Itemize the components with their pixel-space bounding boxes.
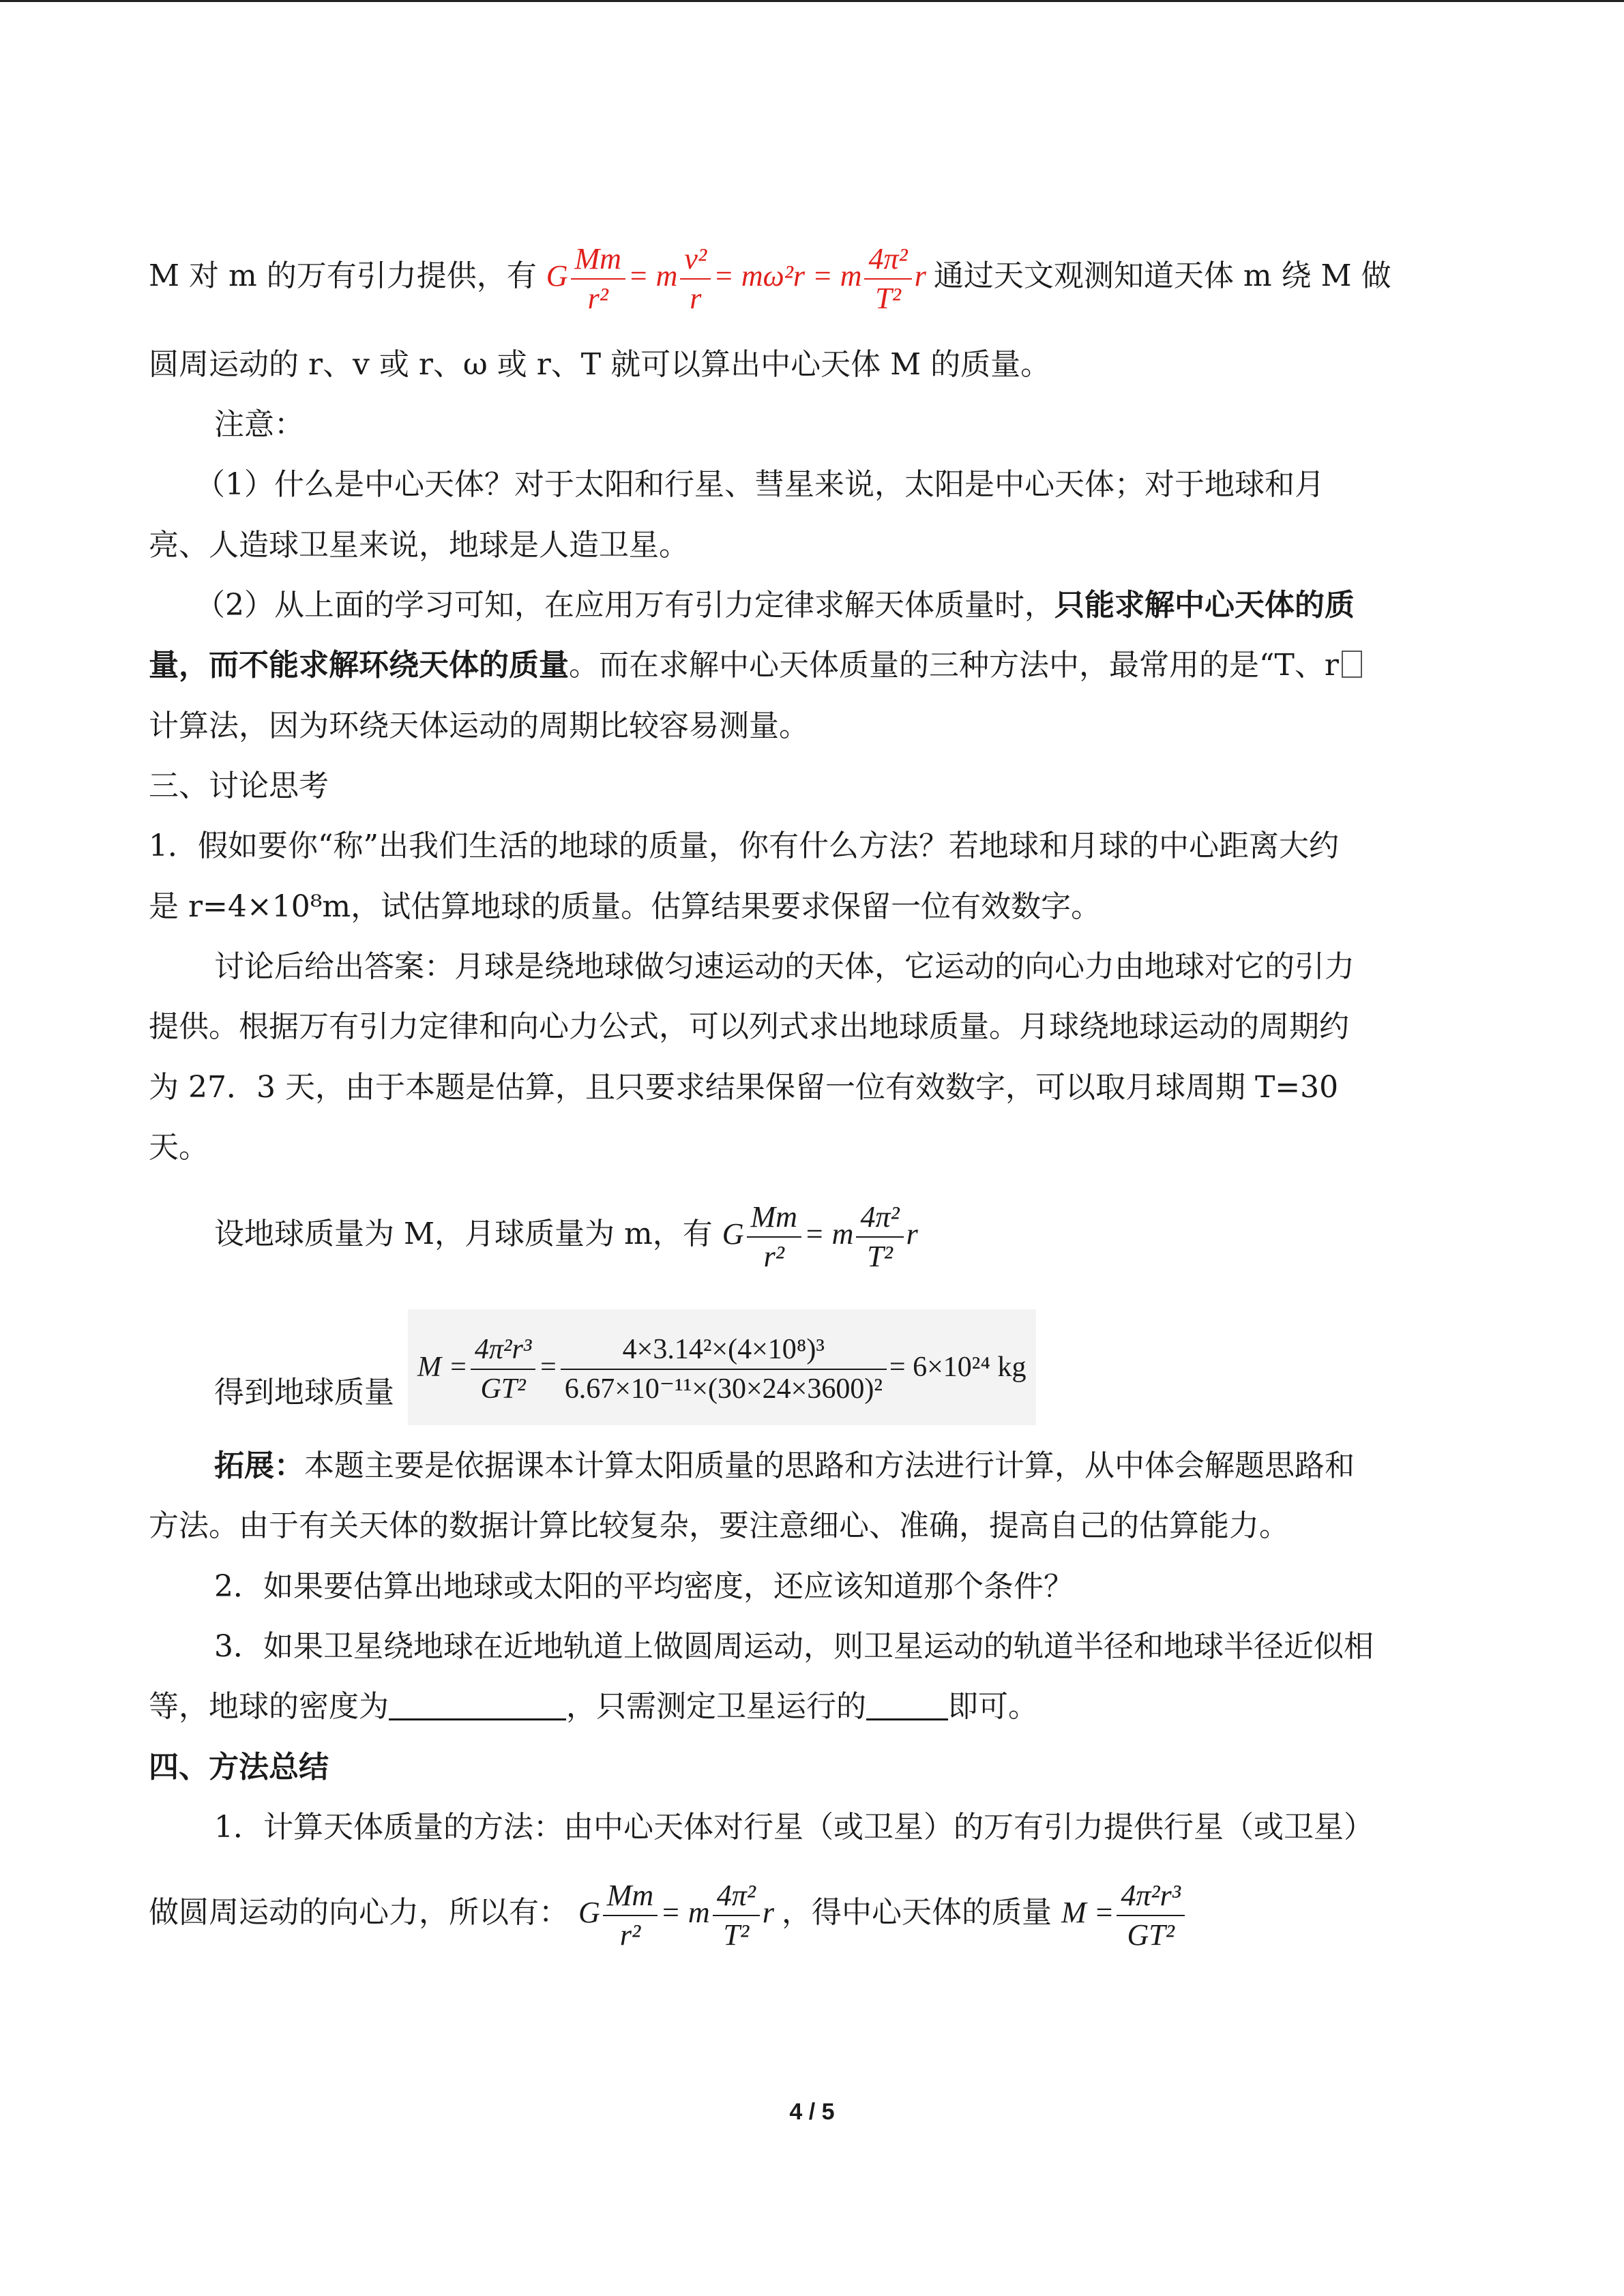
frac-num: 4π²r³ — [471, 1332, 536, 1370]
frac-den: r² — [587, 281, 608, 315]
result-text: 得到地球质量 — [214, 1375, 394, 1410]
frac-4pi2r3-gt2 — [471, 1332, 536, 1407]
frac-den: T² — [875, 281, 901, 315]
section4-title: 四、方法总结 — [149, 1750, 329, 1785]
note-p2-bold: 只能求解中心天体的质 — [1054, 588, 1355, 623]
intro-text-a: M 对 m 的万有引力提供，有 — [149, 258, 537, 293]
q1-line2: 是 r=4×10⁸m，试估算地球的质量。估算结果要求保留一位有效数字。 — [149, 889, 1102, 924]
top-border — [0, 0, 1624, 2]
note-p2-text-2: 。而在求解中心天体质量的三种方法中，最常用的是“T、r — [569, 648, 1339, 683]
note-title: 注意： — [214, 407, 304, 442]
frac-4pi2r3-gt2 — [1117, 1878, 1185, 1953]
answer-line2: 提供。根据万有引力定律和向心力公式，可以列式求出地球质量。月球绕地球运动的周期约 — [149, 1009, 1349, 1044]
extension-line1 — [214, 1446, 1355, 1487]
frac-num: 4π² — [856, 1199, 903, 1238]
q3-text-c: 即可。 — [948, 1689, 1038, 1724]
extension-line2: 方法。由于有关天体的数据计算比较复杂，要注意细心、准确，提高自己的估算能力。 — [149, 1508, 1289, 1543]
frac-mm-r2 — [571, 241, 625, 316]
frac-num: v² — [680, 241, 711, 280]
frac-num: 4π²r³ — [1117, 1878, 1185, 1916]
frac-den: r² — [763, 1239, 784, 1273]
method1-text-b: ，得中心天体的质量 — [782, 1895, 1052, 1930]
frac-den: 6.67×10⁻¹¹×(30×24×3600)² — [564, 1373, 883, 1405]
note-p2-line3: 计算法，因为环绕天体运动的周期比较容易测量。 — [149, 709, 809, 743]
formula-g: G — [722, 1217, 744, 1251]
intro-line-1 — [149, 232, 1391, 320]
q3-text-a: 等，地球的密度为 — [149, 1689, 389, 1724]
frac-den: r² — [619, 1918, 641, 1952]
missing-glyph-box — [1342, 651, 1362, 678]
intro-line-2: 圆周运动的 r、v 或 r、ω 或 r、T 就可以算出中心天体 M 的质量。 — [149, 347, 1051, 382]
note-p1-line1: （1）什么是中心天体？对于太阳和行星、彗星来说，太阳是中心天体；对于地球和月 — [195, 467, 1325, 502]
extension-label: 拓展： — [214, 1448, 304, 1483]
method1-line2 — [149, 1862, 1187, 1964]
note-p1-line2: 亮、人造球卫星来说，地球是人造卫星。 — [149, 528, 689, 563]
frac-v2-r — [680, 241, 711, 316]
formula-eq: = m — [803, 1217, 854, 1251]
eq-eq: = — [538, 1352, 558, 1383]
density-blank[interactable] — [389, 1688, 566, 1720]
formula-mid: = mω²r = m — [713, 259, 862, 293]
frac-numeric — [561, 1332, 887, 1407]
setup-line — [214, 1187, 918, 1282]
q1-line1: 1．假如要你“称”出我们生活的地球的质量，你有什么方法？若地球和月球的中心距离大约 — [149, 829, 1339, 863]
frac-den: r — [690, 281, 702, 315]
frac-den: T² — [867, 1239, 893, 1273]
formula-eq1: = m — [628, 259, 678, 293]
formula-setup — [722, 1199, 918, 1273]
formula-method-a — [578, 1878, 782, 1952]
formula-g: G — [578, 1896, 600, 1929]
frac-num: 4π² — [713, 1878, 760, 1916]
formula-tail: r — [914, 259, 926, 293]
frac-num: Mm — [747, 1199, 801, 1238]
frac-4pi2-t2 — [856, 1199, 903, 1274]
intro-text-b: 通过天文观测知道天体 m 绕 M 做 — [933, 258, 1391, 293]
q2: 2．如果要估算出地球或太阳的平均密度，还应该知道那个条件？ — [214, 1569, 1074, 1604]
formula-eq: = m — [660, 1896, 710, 1929]
frac-den: GT² — [1127, 1918, 1175, 1952]
q3-line1: 3．如果卫星绕地球在近地轨道上做圆周运动，则卫星运动的轨道半径和地球半径近似相 — [214, 1629, 1374, 1664]
eq-lhs: M = — [1061, 1896, 1114, 1929]
frac-num: Mm — [571, 241, 625, 280]
page-number: 4 / 5 — [789, 2099, 835, 2125]
frac-mm-r2 — [747, 1199, 801, 1274]
frac-den: T² — [723, 1918, 750, 1952]
answer-line4: 天。 — [149, 1130, 209, 1165]
eq-lhs: M = — [417, 1352, 468, 1383]
section3-title: 三、讨论思考 — [149, 769, 329, 803]
note-p2-line1 — [195, 585, 1355, 626]
eq-rhs: = 6×10²⁴ kg — [889, 1352, 1027, 1383]
frac-num: Mm — [603, 1878, 658, 1916]
frac-den: GT² — [480, 1373, 526, 1405]
extension-text: 本题主要是依据课本计算太阳质量的思路和方法进行计算，从中体会解题思路和 — [304, 1448, 1355, 1483]
method1-text-a: 做圆周运动的向心力，所以有： — [149, 1895, 569, 1930]
frac-num: 4π² — [864, 241, 911, 280]
formula-tail: r — [762, 1896, 775, 1929]
frac-4pi2-t2 — [864, 241, 911, 316]
note-p2-bold-2: 量，而不能求解环绕天体的质量 — [149, 648, 569, 683]
answer-line3: 为 27．3 天，由于本题是估算，且只要求结果保留一位有效数字，可以取月球周期 T=30 — [149, 1070, 1339, 1105]
setup-text: 设地球质量为 M，月球质量为 m，有 — [214, 1217, 713, 1251]
formula-tail: r — [906, 1217, 918, 1251]
formula-method-b — [1061, 1878, 1187, 1952]
frac-4pi2-t2 — [713, 1878, 760, 1953]
method1-line1: 1．计算天体质量的方法：由中心天体对行星（或卫星）的万有引力提供行星（或卫星） — [214, 1810, 1374, 1845]
formula-gravity — [546, 241, 934, 315]
frac-mm-r2 — [603, 1878, 658, 1953]
note-p2-text: （2）从上面的学习可知，在应用万有引力定律求解天体质量时， — [195, 588, 1054, 623]
quantity-blank[interactable] — [866, 1688, 948, 1720]
frac-num: 4×3.14²×(4×10⁸)³ — [561, 1332, 887, 1370]
result-equation-image — [408, 1309, 1036, 1425]
q3-text-b: ，只需测定卫星运行的 — [566, 1689, 866, 1724]
result-line — [214, 1309, 1036, 1444]
formula-g: G — [546, 259, 568, 293]
answer-line1: 讨论后给出答案：月球是绕地球做匀速运动的天体，它运动的向心力由地球对它的引力 — [214, 949, 1355, 984]
note-p2-line2 — [149, 645, 1362, 686]
q3-line2 — [149, 1686, 1038, 1727]
